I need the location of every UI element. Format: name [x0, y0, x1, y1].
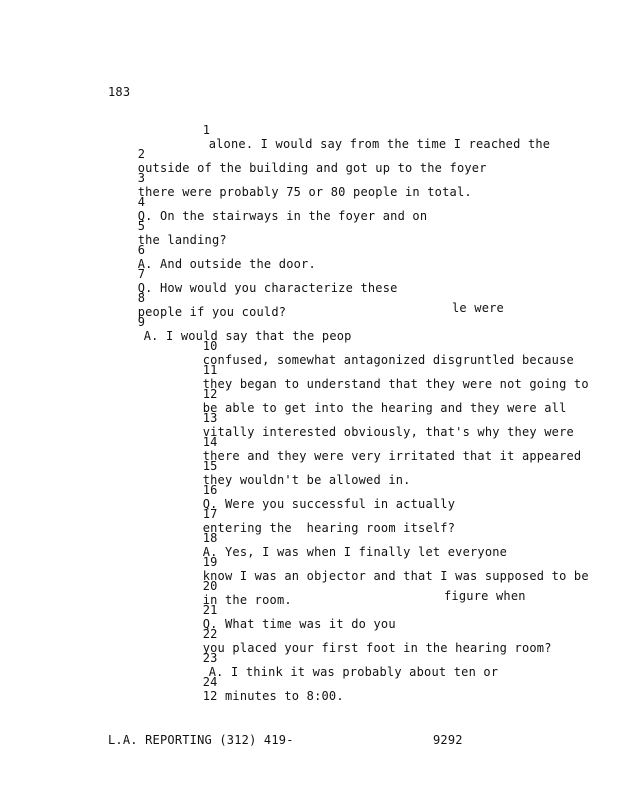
line-number: 2	[137, 147, 146, 161]
line-text: Q. Were you successful in actually	[202, 497, 456, 511]
line-number: 7	[137, 267, 146, 281]
line-number: 19	[202, 555, 218, 569]
line-number: 5	[137, 219, 146, 233]
line-text: Q. On the stairways in the foyer and on	[137, 209, 428, 223]
line-text: entering the hearing room itself?	[202, 521, 456, 535]
line-text-continuation: figure when	[444, 589, 526, 603]
line-text: Q. How would you characterize these	[137, 281, 398, 295]
line-text: 12 minutes to 8:00.	[202, 689, 344, 703]
line-text: A. I think it was probably about ten or	[208, 665, 499, 679]
line-text: you placed your first foot in the hearing room?	[202, 641, 552, 655]
line-text: alone. I would say from the time I reached the	[208, 137, 551, 151]
line-text: there and they were very irritated that it appeared	[202, 449, 582, 463]
line-number: 18	[202, 531, 218, 545]
line-text: Q. What time was it do you	[202, 617, 396, 631]
line-number: 15	[202, 459, 218, 473]
line-text: outside of the building and got up to the foyer	[137, 161, 487, 175]
line-number: 21	[202, 603, 218, 617]
line-text: people if you could?	[137, 305, 287, 319]
footer-reporter: L.A. REPORTING (312) 419-	[108, 733, 294, 747]
line-number: 6	[137, 243, 146, 257]
line-text: A. And outside the door.	[137, 257, 316, 271]
line-text: A. I would say that the peop	[143, 329, 352, 343]
line-text: vitally interested obviously, that's why they were	[202, 425, 574, 439]
line-text: they wouldn't be allowed in.	[202, 473, 411, 487]
line-number: 11	[202, 363, 218, 377]
line-number: 14	[202, 435, 218, 449]
line-number: 3	[137, 171, 146, 185]
page-number: 183	[108, 85, 131, 99]
line-number: 23	[202, 651, 218, 665]
line-number: 12	[202, 387, 218, 401]
line-text: confused, somewhat antagonized disgruntled because	[202, 353, 574, 367]
line-number: 17	[202, 507, 218, 521]
line-number: 16	[202, 483, 218, 497]
line-text: there were probably 75 or 80 people in total.	[137, 185, 472, 199]
line-number: 9	[137, 315, 146, 329]
line-text: know I was an objector and that I was supposed to be	[202, 569, 589, 583]
line-number: 10	[202, 339, 218, 353]
line-number: 8	[137, 291, 146, 305]
line-text: be able to get into the hearing and they were all	[202, 401, 567, 415]
line-number: 22	[202, 627, 218, 641]
line-text: they began to understand that they were not going to	[202, 377, 589, 391]
line-text-continuation: le were	[452, 301, 504, 315]
line-number: 1	[202, 123, 211, 137]
line-text: in the room.	[202, 593, 292, 607]
line-number: 20	[202, 579, 218, 593]
line-number: 4	[137, 195, 146, 209]
line-text: the landing?	[137, 233, 227, 247]
line-text: A. Yes, I was when I finally let everyone	[202, 545, 508, 559]
line-number: 24	[202, 675, 218, 689]
line-number: 13	[202, 411, 218, 425]
footer-phone-suffix: 9292	[433, 733, 463, 747]
transcript-line	[173, 661, 344, 717]
